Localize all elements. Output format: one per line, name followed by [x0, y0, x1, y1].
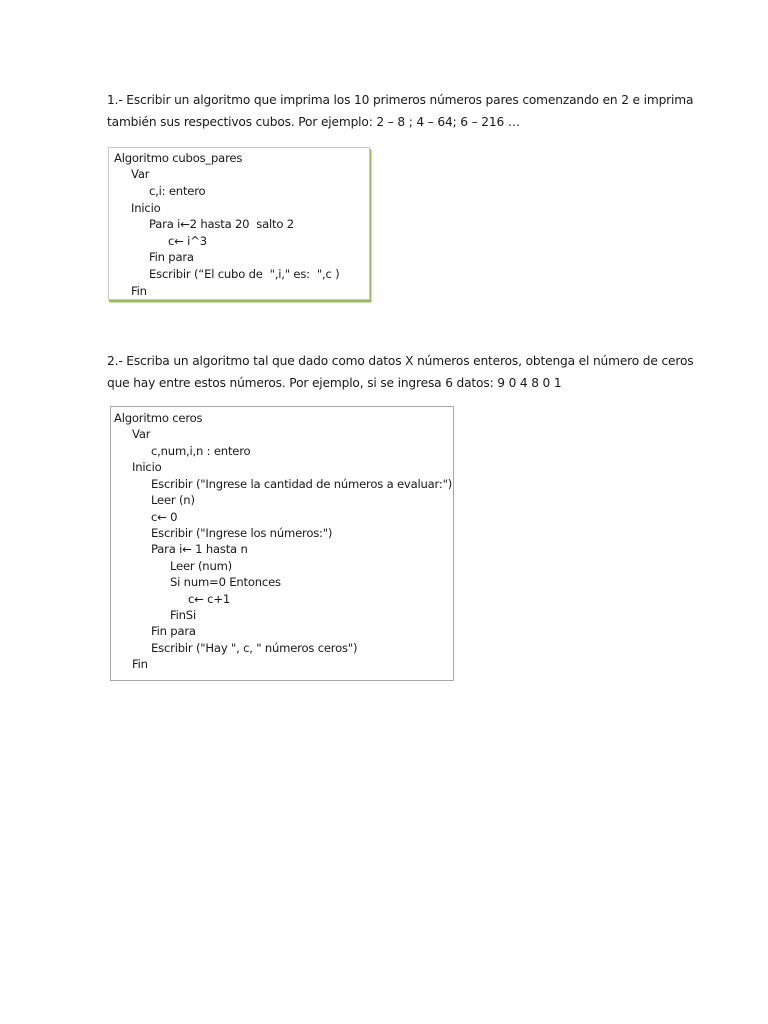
- algorithm-2-code-box: [110, 406, 454, 681]
- code-line: Fin: [132, 657, 148, 671]
- code-line: Leer (num): [170, 559, 233, 573]
- code-line: Inicio: [131, 201, 161, 215]
- code-line: FinSi: [170, 608, 196, 622]
- question-2-line: que hay entre estos números. Por ejemplo, si se ingresa 6 datos: 9 0 4 8 0 1: [107, 376, 562, 390]
- code-line: Fin para: [149, 250, 194, 264]
- code-line: Var: [131, 167, 150, 181]
- algorithm-1-code-box: [108, 147, 370, 300]
- code-line: Var: [132, 427, 151, 441]
- question-1-text: [107, 89, 694, 133]
- code-line: c← i^3: [168, 234, 207, 248]
- question-2-text: [107, 350, 694, 394]
- code-line: Algoritmo ceros: [114, 411, 203, 425]
- question-1-line: también sus respectivos cubos. Por ejemplo: 2 – 8 ; 4 – 64; 6 – 216 …: [107, 115, 520, 129]
- code-line: Escribir ("Ingrese la cantidad de números a evaluar:"): [151, 477, 453, 491]
- code-line: c← c+1: [188, 592, 231, 606]
- code-line: Inicio: [132, 460, 162, 474]
- code-line: c,i: entero: [149, 184, 206, 198]
- code-line: Fin para: [151, 624, 196, 638]
- code-line: c,num,i,n : entero: [151, 444, 251, 458]
- code-line: Leer (n): [151, 493, 195, 507]
- question-1-line: 1.- Escribir un algoritmo que imprima los 10 primeros números pares comenzando en 2 e imprima: [107, 93, 694, 107]
- code-line: Algoritmo cubos_pares: [114, 151, 243, 165]
- code-line: c← 0: [151, 510, 178, 524]
- code-line: Para i←2 hasta 20 salto 2: [149, 217, 294, 231]
- code-line: Escribir ("Ingrese los números:"): [151, 526, 333, 540]
- code-line: Escribir ("Hay ", c, " números ceros"): [151, 641, 358, 655]
- code-line: Fin: [131, 284, 147, 298]
- code-line: Si num=0 Entonces: [170, 575, 281, 589]
- question-2-line: 2.- Escriba un algoritmo tal que dado como datos X números enteros, obtenga el número de ceros: [107, 354, 694, 368]
- code-line: Escribir (“El cubo de ",i," es: ",c ): [149, 267, 340, 281]
- code-line: Para i← 1 hasta n: [151, 542, 248, 556]
